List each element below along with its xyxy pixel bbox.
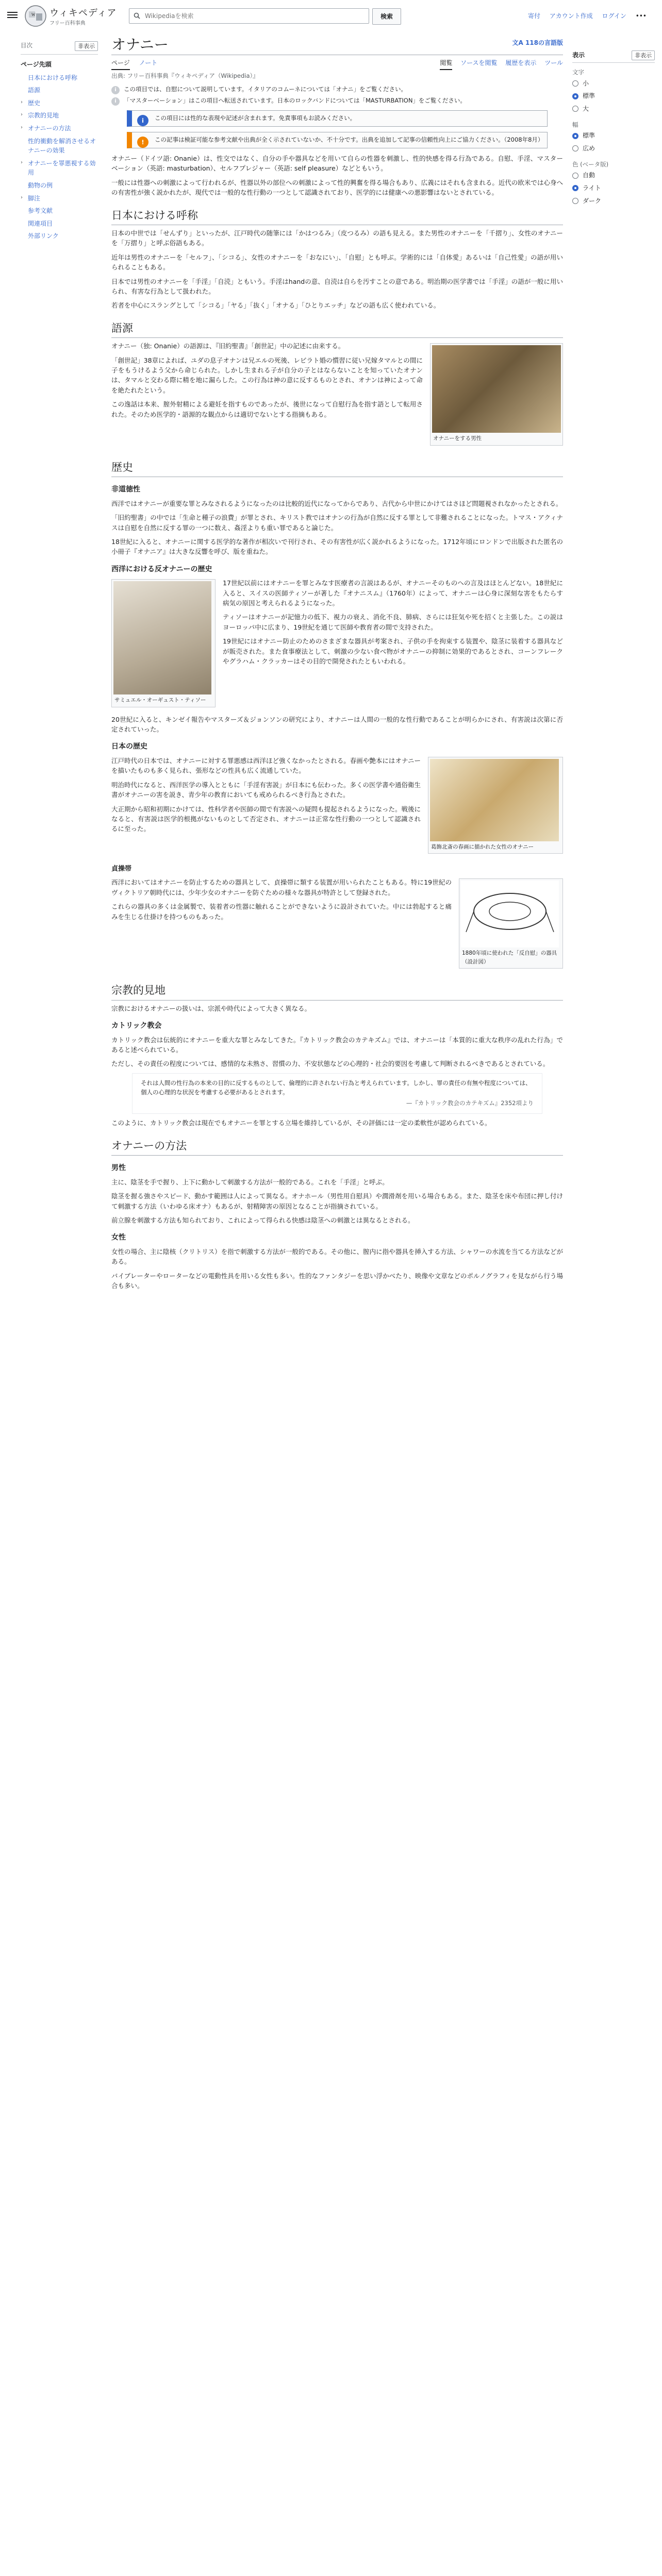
chevron-right-icon[interactable]: [21, 86, 28, 95]
toc-label: 目次: [21, 42, 32, 49]
toc-top-link[interactable]: ページ先頭: [21, 61, 52, 69]
paragraph: 一般には性器への刺激によって行われるが、性器以外の部位への刺激によって性的興奮を得る場合もあり、広義にはそれも含まれる。近代の欧米では心身への有害性が強く説かれたが、現代では一般的な性行動の一つとして認識されており、医学的には健康への悪影響はないとされている。: [111, 178, 563, 197]
heading-methods: オナニーの方法: [111, 1138, 563, 1156]
toc-item-label[interactable]: オナニーの方法: [28, 125, 71, 132]
text-size-option-label: 標準: [583, 92, 595, 100]
toc-item-label[interactable]: 外部リンク: [28, 232, 59, 240]
paragraph: カトリック教会は伝統的にオナニーを重大な罪とみなしてきた。『カトリック教会のカテキズム』では、オナニーは「本質的に重大な秩序の乱れた行為」であると述べられている。: [111, 1036, 563, 1054]
wordmark[interactable]: [49, 6, 117, 27]
width-option-label: 広め: [583, 145, 595, 152]
paragraph: 宗教におけるオナニーの扱いは、宗派や時代によって大きく異なる。: [111, 1004, 311, 1012]
table-of-contents: [21, 41, 98, 243]
warning-text: この記事は検証可能な参考文献や出典が全く示されていないか、不十分です。出典を追加して記事の信頼性向上にご協力ください。（2008年8月）: [155, 136, 544, 144]
blockquote: [132, 1073, 542, 1114]
portrait-image[interactable]: [113, 581, 211, 694]
main-menu-icon[interactable]: [7, 10, 18, 19]
search-box[interactable]: [129, 8, 369, 24]
hatnote: [111, 96, 563, 106]
paragraph: このように、カトリック教会は現在でもオナニーを罪とする立場を維持しているが、その評価には一定の柔軟性が認められている。: [111, 1119, 491, 1127]
width-option-label: 標準: [583, 132, 595, 140]
heading-catholic: カトリック教会: [111, 1021, 162, 1030]
paragraph: 日本の中世では「せんずり」といったが、江戸時代の随筆には「かはつるみ」（皮つるみ）の語も見える。また男性のオナニーを「千摺り」、女性のオナニーを「万摺り」と呼ぶ俗語もある。: [111, 229, 563, 247]
paragraph: 19世紀にはオナニー防止のためのさまざまな器具が考案され、子供の手を拘束する装置や、陰茎に装着する器具などが販売された。また食事療法として、刺激の少ない食べ物がオナニーの抑制に効果的であるとされ、コーンフレークやグラハム・クラッカーはその目的で開発されたともいわれる。: [223, 637, 563, 665]
paragraph: 近年は男性のオナニーを「セルフ」、「シコる」、女性のオナニーを「おなにい」、「自慰」とも呼ぶ。学術的には「自体愛」あるいは「自己性愛」の語が用いられることもある。: [111, 253, 563, 272]
paragraph: バイブレーターやローターなどの電動性具を用いる女性も多い。性的なファンタジーを思い浮かべたり、映像や文章などのポルノグラフィを見ながら行う場合も多い。: [111, 1272, 563, 1290]
hatnote: [111, 85, 563, 94]
chevron-right-icon[interactable]: [21, 231, 28, 241]
appearance-panel: [572, 50, 655, 207]
toc-item-label[interactable]: 脚注: [28, 194, 41, 202]
image-device[interactable]: [459, 878, 563, 969]
heading-names: 日本における呼称: [111, 207, 563, 226]
paragraph: 前立腺を刺激する方法も知られており、これによって得られる快感は陰茎への刺激とは異なるとされる。: [111, 1216, 415, 1224]
color-option[interactable]: [572, 182, 655, 195]
image-caption: 葛飾北斎の春画に描かれた女性のオナニー: [431, 844, 534, 851]
paragraph: 女性の場合、主に陰核（クリトリス）を指で刺激する方法が一般的である。その他に、膣内に指や器具を挿入する方法、シャワーの水流を当てる方法などがある。: [111, 1247, 563, 1266]
radio-button[interactable]: [572, 185, 578, 191]
tab-talk[interactable]: ノート: [139, 59, 158, 66]
chevron-right-icon[interactable]: ›: [21, 125, 23, 131]
tab-history[interactable]: 履歴を表示: [505, 59, 537, 66]
color-options: [572, 169, 655, 207]
width-option[interactable]: [572, 129, 655, 142]
toc-item-label[interactable]: オナニーを罪悪視する効用: [28, 159, 96, 177]
heading-female: 女性: [111, 1233, 126, 1242]
heading-male: 男性: [111, 1164, 126, 1173]
heading-religion: 宗教的見地: [111, 982, 563, 1001]
radio-button[interactable]: [572, 133, 578, 139]
toc-item[interactable]: [21, 97, 98, 110]
info-icon: i: [137, 115, 148, 126]
radio-button[interactable]: [572, 198, 578, 204]
toc-item[interactable]: [21, 230, 98, 243]
color-option-label: ダーク: [583, 197, 602, 205]
toc-header: [21, 41, 98, 55]
notice-box: [127, 110, 548, 127]
tab-page[interactable]: ページ: [111, 59, 130, 70]
radio-button[interactable]: [572, 106, 578, 112]
lead-paragraph: オナニー（ドイツ語: Onanie）は、性交ではなく、自分の手や器具などを用いて自らの性器を刺激し、性的快感を得る行為である。自慰、手淫、マスターベーション（英語: masturbation）、セルフプレジャー（英語: self pleasure）などともいう。: [111, 155, 563, 173]
paragraph: 陰茎を握る強さやスピード、動かす範囲は人によって異なる。オナホール（男性用自慰具）や潤滑剤を用いる場合もある。また、陰茎を床や布団に押し付けて刺激する方法（いわゆる床オナ）もあるが、射精障害の原因となることが指摘されている。: [111, 1192, 563, 1210]
chevron-right-icon[interactable]: [21, 73, 28, 83]
toc-hide-button[interactable]: 非表示: [75, 41, 98, 51]
text-size-option-label: 大: [583, 105, 589, 113]
toc-item-label[interactable]: 参考文献: [28, 207, 53, 215]
toc-item[interactable]: [21, 122, 98, 135]
wikipedia-globe-icon[interactable]: [24, 4, 47, 28]
paragraph: 明治時代になると、西洋医学の導入とともに「手淫有害説」が日本にも伝わった。多くの医学書や通俗衛生書がオナニーの害を説き、青少年の教育においても戒められるべき行為とされた。: [111, 781, 421, 799]
text-size-option[interactable]: [572, 77, 655, 90]
text-size-option[interactable]: [572, 103, 655, 115]
image-caption: サミュエル・オーギュスト・ティソー: [114, 697, 206, 704]
main-content: [111, 32, 563, 1295]
toc-item-label[interactable]: 宗教的見地: [28, 112, 59, 120]
info-icon: i: [111, 86, 120, 94]
paragraph: 18世紀に入ると、オナニーに関する医学的な著作が相次いで刊行され、その有害性が広く説かれるようになった。1712年頃にロンドンで出版された匿名の小冊子『オナニア』は大きな反響を呼び、版を重ねた。: [111, 537, 563, 556]
device-drawing[interactable]: [461, 880, 559, 947]
site-tagline: フリー百科事典: [49, 20, 86, 26]
heading-immorality: 非道徳性: [111, 485, 140, 494]
title-row: [111, 32, 563, 55]
chevron-right-icon[interactable]: ›: [21, 159, 23, 165]
chevron-right-icon[interactable]: ›: [21, 112, 23, 118]
paragraph: 日本では男性のオナニーを「手淫」「自涜」ともいう。手淫はhandの意、自涜は自らを汚すことの意である。明治期の医学書では「手淫」の語が一般に用いられ、有害な行為として扱われた。: [111, 277, 563, 295]
chevron-right-icon[interactable]: [21, 219, 28, 229]
paragraph: 大正期から昭和初期にかけては、性科学者や医師の間で有害説への疑問も提起されるようになった。戦後になると、有害説は医学的根拠がないものとして否定され、オナニーは正常な性行動の一つとして認識されるに至った。: [111, 805, 421, 833]
radio-button[interactable]: [572, 145, 578, 151]
paragraph: オナニー（独: Onanie）の語源は、『旧約聖書』「創世記」中の記述に由来する。: [111, 342, 345, 350]
text-size-option-label: 小: [583, 79, 589, 87]
user-menu-icon[interactable]: •••: [635, 12, 647, 20]
paragraph: 20世紀に入ると、キンゼイ報告やマスターズ＆ジョンソンの研究により、オナニーは人間の一般的な性行動であることが明らかにされ、有害説は次第に否定されていった。: [111, 715, 563, 733]
page-tabs: [111, 55, 563, 71]
toc-list: [21, 72, 98, 243]
chevron-right-icon[interactable]: [21, 137, 28, 156]
image-etymology[interactable]: [430, 343, 563, 445]
toc-item-label[interactable]: 性的衝動を解消させるオナニーの効果: [28, 137, 96, 155]
image-caption: 1880年頃に使われた「反自慰」の器具（設計図）: [462, 950, 557, 965]
width-options: [572, 129, 655, 155]
warning-box: [127, 132, 548, 148]
paragraph: ただし、その責任の程度については、感情的な未熟さ、習慣の力、不安状態などの心理的・社会的要因を考慮して判断されるべきであるとされている。: [111, 1060, 550, 1068]
text-size-label: 文字: [572, 69, 584, 76]
paragraph: 若者を中心にスラングとして「シコる」「ヤる」「抜く」「オナる」「ひとりエッチ」などの語も広く使われている。: [111, 301, 440, 310]
toc-item[interactable]: [21, 135, 98, 157]
chevron-right-icon[interactable]: [21, 181, 28, 191]
toc-item[interactable]: [21, 109, 98, 122]
paragraph: この逸話は本来、膣外射精による避妊を指すものであったが、後世になって自慰行為を指す語として転用された。そのため医学的・語源的な観点からは適切でないとする指摘もある。: [111, 400, 423, 418]
paragraph: 17世紀以前にはオナニーを罪とみなす医療者の言説はあるが、オナニーそのものへの言及はほとんどない。18世紀に入ると、スイスの医師ティソーが著した『オナニスム』（1760年）によって、オナニーは心身に深刻な害をもたらす病気の原因と考えられるようになった。: [223, 579, 563, 607]
heading-device: 貞操帯: [111, 865, 132, 873]
ukiyoe-image[interactable]: [430, 759, 559, 841]
toc-item[interactable]: [21, 205, 98, 217]
paragraph: 主に、陰茎を手で握り、上下に動かして刺激する方法が一般的である。これを「手淫」と呼ぶ。: [111, 1178, 389, 1186]
from-wikipedia: 出典: フリー百科事典『ウィキペディア（Wikipedia）』: [111, 72, 259, 79]
toc-item[interactable]: [21, 72, 98, 84]
color-option-label: ライト: [583, 184, 601, 192]
toc-item[interactable]: [21, 192, 98, 205]
login-link[interactable]: ログイン: [602, 12, 626, 20]
heading-history: 歴史: [111, 459, 563, 478]
color-option[interactable]: [572, 195, 655, 208]
chevron-right-icon[interactable]: [21, 206, 28, 216]
search-icon: [134, 12, 140, 19]
width-option[interactable]: [572, 142, 655, 155]
hatnote-text: この項目では、自慰について説明しています。イタリアのコムーネについては「オナニ」をご覧ください。: [124, 85, 407, 93]
paragraph: 「創世記」38章によれば、ユダの息子オナンは兄エルの死後、レビラト婚の慣習に従い兄嫁タマルとの間に子をもうけるよう父から命じられた。しかし生まれる子が自分の子とはならないことを知っていたオナンは、タマルと交わる際に精を地に漏らした。この行為は神の意に反するものとされ、オナンは神によって命を絶たれたという。: [111, 356, 423, 394]
color-label: 色 (ベータ版): [572, 160, 609, 168]
language-button[interactable]: 文A 118の言語版: [512, 39, 563, 46]
site-header: [0, 0, 662, 32]
toc-item[interactable]: [21, 157, 98, 179]
chevron-right-icon[interactable]: ›: [21, 194, 23, 200]
text-size-option[interactable]: [572, 90, 655, 103]
notice-text: この項目には性的な表現や記述が含まれます。免責事項もお読みください。: [155, 114, 356, 122]
chevron-right-icon[interactable]: ›: [21, 99, 23, 105]
appearance-header: [572, 50, 655, 63]
color-option-label: 自動: [583, 172, 595, 179]
toc-item-label[interactable]: 日本における呼称: [28, 74, 78, 81]
tab-tools[interactable]: ツール: [544, 59, 563, 66]
width-label: 幅: [572, 121, 578, 128]
toc-item[interactable]: [21, 84, 98, 97]
toc-item-label[interactable]: 歴史: [28, 99, 41, 107]
radio-button[interactable]: [572, 93, 578, 99]
paragraph: ティソーはオナニーが記憶力の低下、視力の衰え、消化不良、肺病、さらには狂気や死を招くと主張した。この説はヨーロッパ中に広まり、19世紀を通じて医師や教育者の間で支持された。: [223, 613, 563, 631]
quote-text: それは人間の性行為の本来の目的に反するものとして、倫理的に許されない行為と考えられています。しかし、罪の責任の有無や程度については、個人の心理的な状況を考慮する必要があるとされます。: [141, 1079, 532, 1096]
paragraph: 江戸時代の日本では、オナニーに対する罪悪感は西洋ほど強くなかったとされる。春画や艶本にはオナニーを描いたものも多く見られ、張形などの性具も広く流通していた。: [111, 757, 421, 775]
search-button[interactable]: 検索: [372, 8, 401, 25]
paragraph: 西洋においてはオナニーを防止するための器具として、貞操帯に類する装置が用いられたこともある。特に19世紀のヴィクトリア朝時代には、少年少女のオナニーを防ぐための様々な器具が特許として登録された。: [111, 878, 452, 896]
toc-item[interactable]: [21, 217, 98, 230]
warning-icon: !: [137, 137, 148, 148]
toc-item[interactable]: [21, 179, 98, 192]
svg-text:W: W: [31, 12, 36, 17]
page-title: オナニー: [111, 37, 169, 53]
painting-image[interactable]: [432, 345, 561, 433]
paragraph: これらの器具の多くは金属製で、装着者の性器に触れることができないように設計されていた。中には勃起すると痛みを生じる仕掛けを持つものもあった。: [111, 903, 452, 921]
tab-view-source[interactable]: ソースを閲覧: [460, 59, 498, 66]
info-icon: i: [111, 97, 120, 106]
quote-source: —『カトリック教会のカテキズム』2352項より: [406, 1099, 534, 1107]
text-size-options: [572, 77, 655, 115]
create-account-link[interactable]: アカウント作成: [549, 12, 593, 20]
radio-button[interactable]: [572, 80, 578, 87]
hatnote-text: 「マスターベーション」はこの項目へ転送されています。日本のロックバンドについては「MASTURBATION」をご覧ください。: [124, 96, 466, 104]
heading-japan-history: 日本の歴史: [111, 742, 147, 751]
search-input[interactable]: [144, 10, 362, 22]
user-links: [521, 11, 647, 21]
toc-item-label[interactable]: 関連項目: [28, 219, 53, 227]
appearance-title: 表示: [572, 52, 585, 59]
donate-link[interactable]: 寄付: [527, 12, 540, 20]
paragraph: 西洋ではオナニーが重要な罪とみなされるようになったのは比較的近代になってからであり、古代から中世にかけてはさほど問題視されなかったとされる。: [111, 499, 562, 507]
image-tissot[interactable]: [111, 579, 216, 707]
toc-item-label[interactable]: 動物の例: [28, 181, 53, 189]
site-name: ウィキペディア: [49, 8, 117, 18]
toc-item-label[interactable]: 語源: [28, 87, 41, 94]
paragraph: 「旧約聖書」の中では「生命と種子の浪費」が罪とされ、キリスト教ではオナンの行為が自然に反する罪として非難されることになった。トマス・アクィナスは自慰を自然に反する罪の一つに数え、姦淫よりも重い罪であると論じた。: [111, 514, 563, 532]
heading-etymology: 語源: [111, 320, 563, 338]
radio-button[interactable]: [572, 173, 578, 179]
image-caption: オナニーをする男性: [433, 435, 482, 442]
color-option[interactable]: [572, 169, 655, 182]
tab-read[interactable]: 閲覧: [440, 59, 452, 70]
image-ukiyoe[interactable]: [428, 757, 563, 854]
appearance-hide-button[interactable]: 非表示: [632, 50, 655, 60]
heading-western-history: 西洋における反オナニーの歴史: [111, 565, 212, 573]
